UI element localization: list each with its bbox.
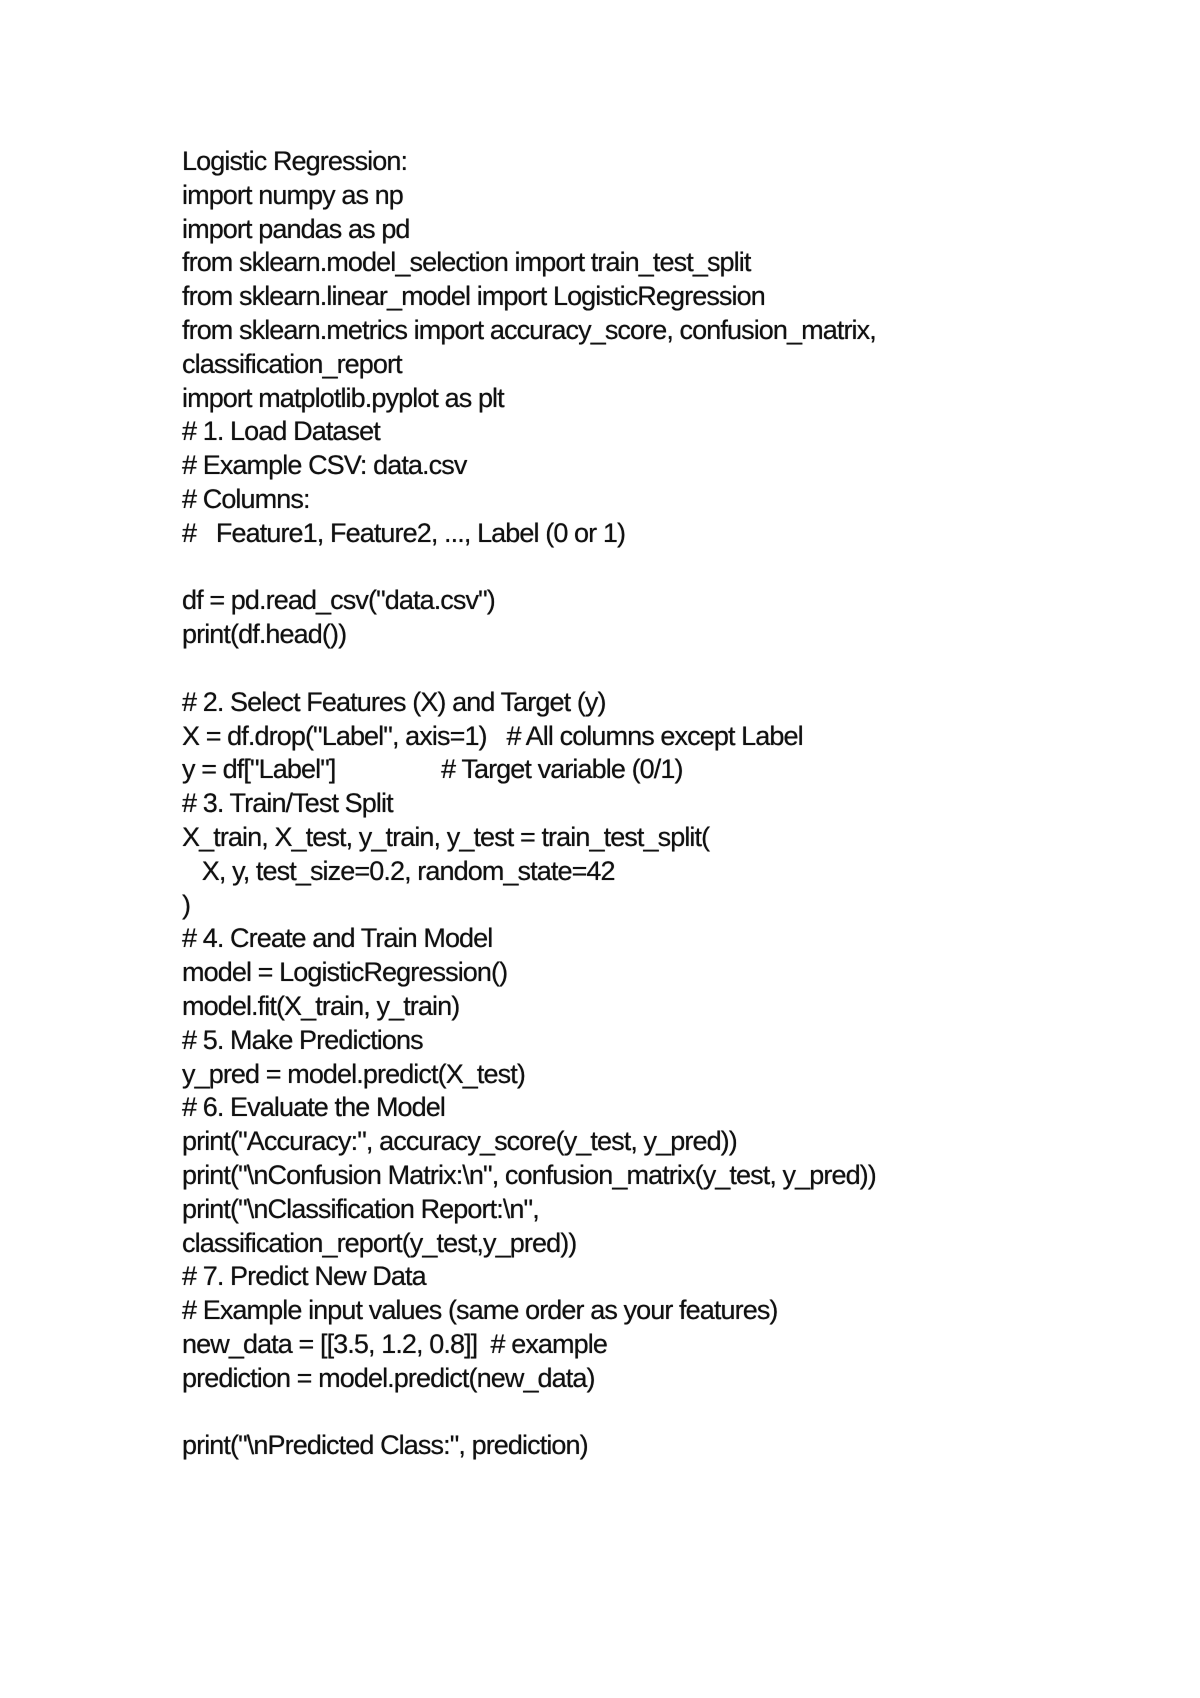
code-listing xyxy=(182,145,1142,1463)
code-line: # Columns: xyxy=(182,483,310,514)
code-line: ) xyxy=(182,889,191,920)
code-line: y = df["Label"] # Target variable (0/1) xyxy=(182,754,683,785)
code-line: print(df.head()) xyxy=(182,619,347,650)
code-line: import pandas as pd xyxy=(182,213,410,244)
code-line: # Feature1, Feature2, ..., Label (0 or 1) xyxy=(182,517,626,548)
code-line: # 6. Evaluate the Model xyxy=(182,1092,445,1123)
code-line: Logistic Regression: xyxy=(182,146,408,176)
code-line: from sklearn.metrics import accuracy_score, confusion_matrix, xyxy=(182,314,876,345)
code-line: # 2. Select Features (X) and Target (y) xyxy=(182,686,606,717)
code-line: # Example input values (same order as your features) xyxy=(182,1295,778,1326)
code-line: model = LogisticRegression() xyxy=(182,957,508,988)
code-line: # 3. Train/Test Split xyxy=(182,788,393,819)
code-line: from sklearn.linear_model import LogisticRegression xyxy=(182,281,765,312)
code-line: print("\nClassification Report:\n", xyxy=(182,1193,539,1224)
code-line: X, y, test_size=0.2, random_state=42 xyxy=(182,855,615,886)
code-line: new_data = [[3.5, 1.2, 0.8]] # example xyxy=(182,1328,607,1359)
code-line: df = pd.read_csv("data.csv") xyxy=(182,585,495,616)
code-line: # 1. Load Dataset xyxy=(182,416,380,447)
code-line: X = df.drop("Label", axis=1) # All columns except Label xyxy=(182,720,803,751)
code-line: import numpy as np xyxy=(182,179,403,210)
code-line: y_pred = model.predict(X_test) xyxy=(182,1058,525,1089)
blank-line xyxy=(182,551,1142,585)
code-line: classification_report(y_test,y_pred)) xyxy=(182,1227,577,1258)
code-line: # 7. Predict New Data xyxy=(182,1261,426,1292)
code-line: # 5. Make Predictions xyxy=(182,1024,423,1055)
code-line: # Example CSV: data.csv xyxy=(182,450,467,481)
code-line: prediction = model.predict(new_data) xyxy=(182,1362,595,1393)
code-line: model.fit(X_train, y_train) xyxy=(182,990,460,1021)
code-line: import matplotlib.pyplot as plt xyxy=(182,382,504,413)
code-line: classification_report xyxy=(182,348,402,379)
code-line: from sklearn.model_selection import train_test_split xyxy=(182,247,751,278)
blank-line xyxy=(182,1395,1142,1429)
code-line: print("Accuracy:", accuracy_score(y_test, y_pred)) xyxy=(182,1126,737,1157)
code-line: print("\nConfusion Matrix:\n", confusion_matrix(y_test, y_pred)) xyxy=(182,1159,876,1190)
code-line: print("\nPredicted Class:", prediction) xyxy=(182,1430,588,1461)
blank-line xyxy=(182,652,1142,686)
code-line: # 4. Create and Train Model xyxy=(182,923,493,954)
code-line: X_train, X_test, y_train, y_test = train_test_split( xyxy=(182,821,710,852)
